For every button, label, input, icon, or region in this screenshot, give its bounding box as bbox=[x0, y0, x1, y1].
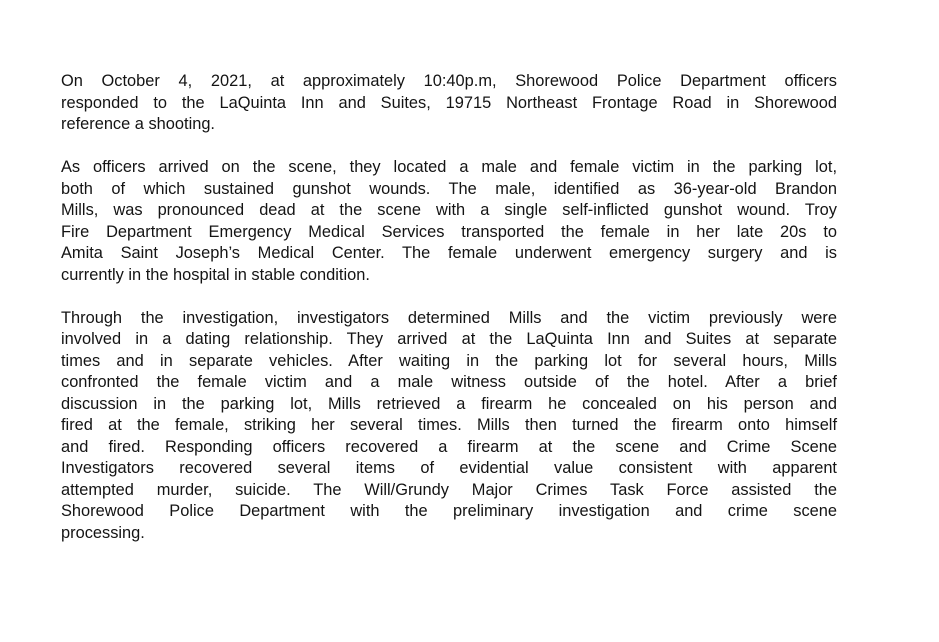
paragraph-scene-response bbox=[61, 157, 837, 286]
text-line: involved in a dating relationship. They arrived at the LaQuinta Inn and Suites at separate bbox=[61, 330, 837, 348]
paragraph-incident-summary bbox=[61, 71, 837, 136]
text-line: confronted the female victim and a male witness outside of the hotel. After a brief bbox=[61, 373, 837, 391]
text-line: Fire Department Emergency Medical Services transported the female in her late 20s to bbox=[61, 222, 837, 241]
document-body bbox=[61, 71, 837, 566]
text-line: Investigators recovered several items of evidential value consistent with apparent bbox=[61, 459, 837, 477]
text-line: On October 4, 2021, at approximately 10:40p.m, Shorewood Police Department officers bbox=[61, 72, 837, 90]
text-line: responded to the LaQuinta Inn and Suites, 19715 Northeast Frontage Road in Shorewood bbox=[61, 93, 837, 112]
text-line: processing. bbox=[61, 523, 145, 542]
text-line: and fired. Responding officers recovered a firearm at the scene and Crime Scene bbox=[61, 437, 837, 456]
text-line: both of which sustained gunshot wounds. The male, identified as 36-year-old Brandon bbox=[61, 179, 837, 198]
text-line: currently in the hospital in stable condition. bbox=[61, 265, 370, 284]
text-line: fired at the female, striking her several times. Mills then turned the firearm onto himself bbox=[61, 416, 837, 434]
text-line: Mills, was pronounced dead at the scene with a single self-inflicted gunshot wound. Troy bbox=[61, 201, 837, 219]
text-line: attempted murder, suicide. The Will/Grundy Major Crimes Task Force assisted the bbox=[61, 480, 837, 499]
text-line: Shorewood Police Department with the preliminary investigation and crime scene bbox=[61, 502, 837, 520]
text-line: discussion in the parking lot, Mills retrieved a firearm he concealed on his person and bbox=[61, 394, 837, 413]
text-line: As officers arrived on the scene, they located a male and female victim in the parking lot, bbox=[61, 158, 837, 176]
text-line: Through the investigation, investigators determined Mills and the victim previously were bbox=[61, 308, 837, 327]
text-line: Amita Saint Joseph’s Medical Center. The female underwent emergency surgery and is bbox=[61, 244, 837, 262]
paragraph-investigation bbox=[61, 308, 837, 545]
text-line: times and in separate vehicles. After waiting in the parking lot for several hours, Mills bbox=[61, 351, 837, 370]
text-line: reference a shooting. bbox=[61, 115, 215, 133]
